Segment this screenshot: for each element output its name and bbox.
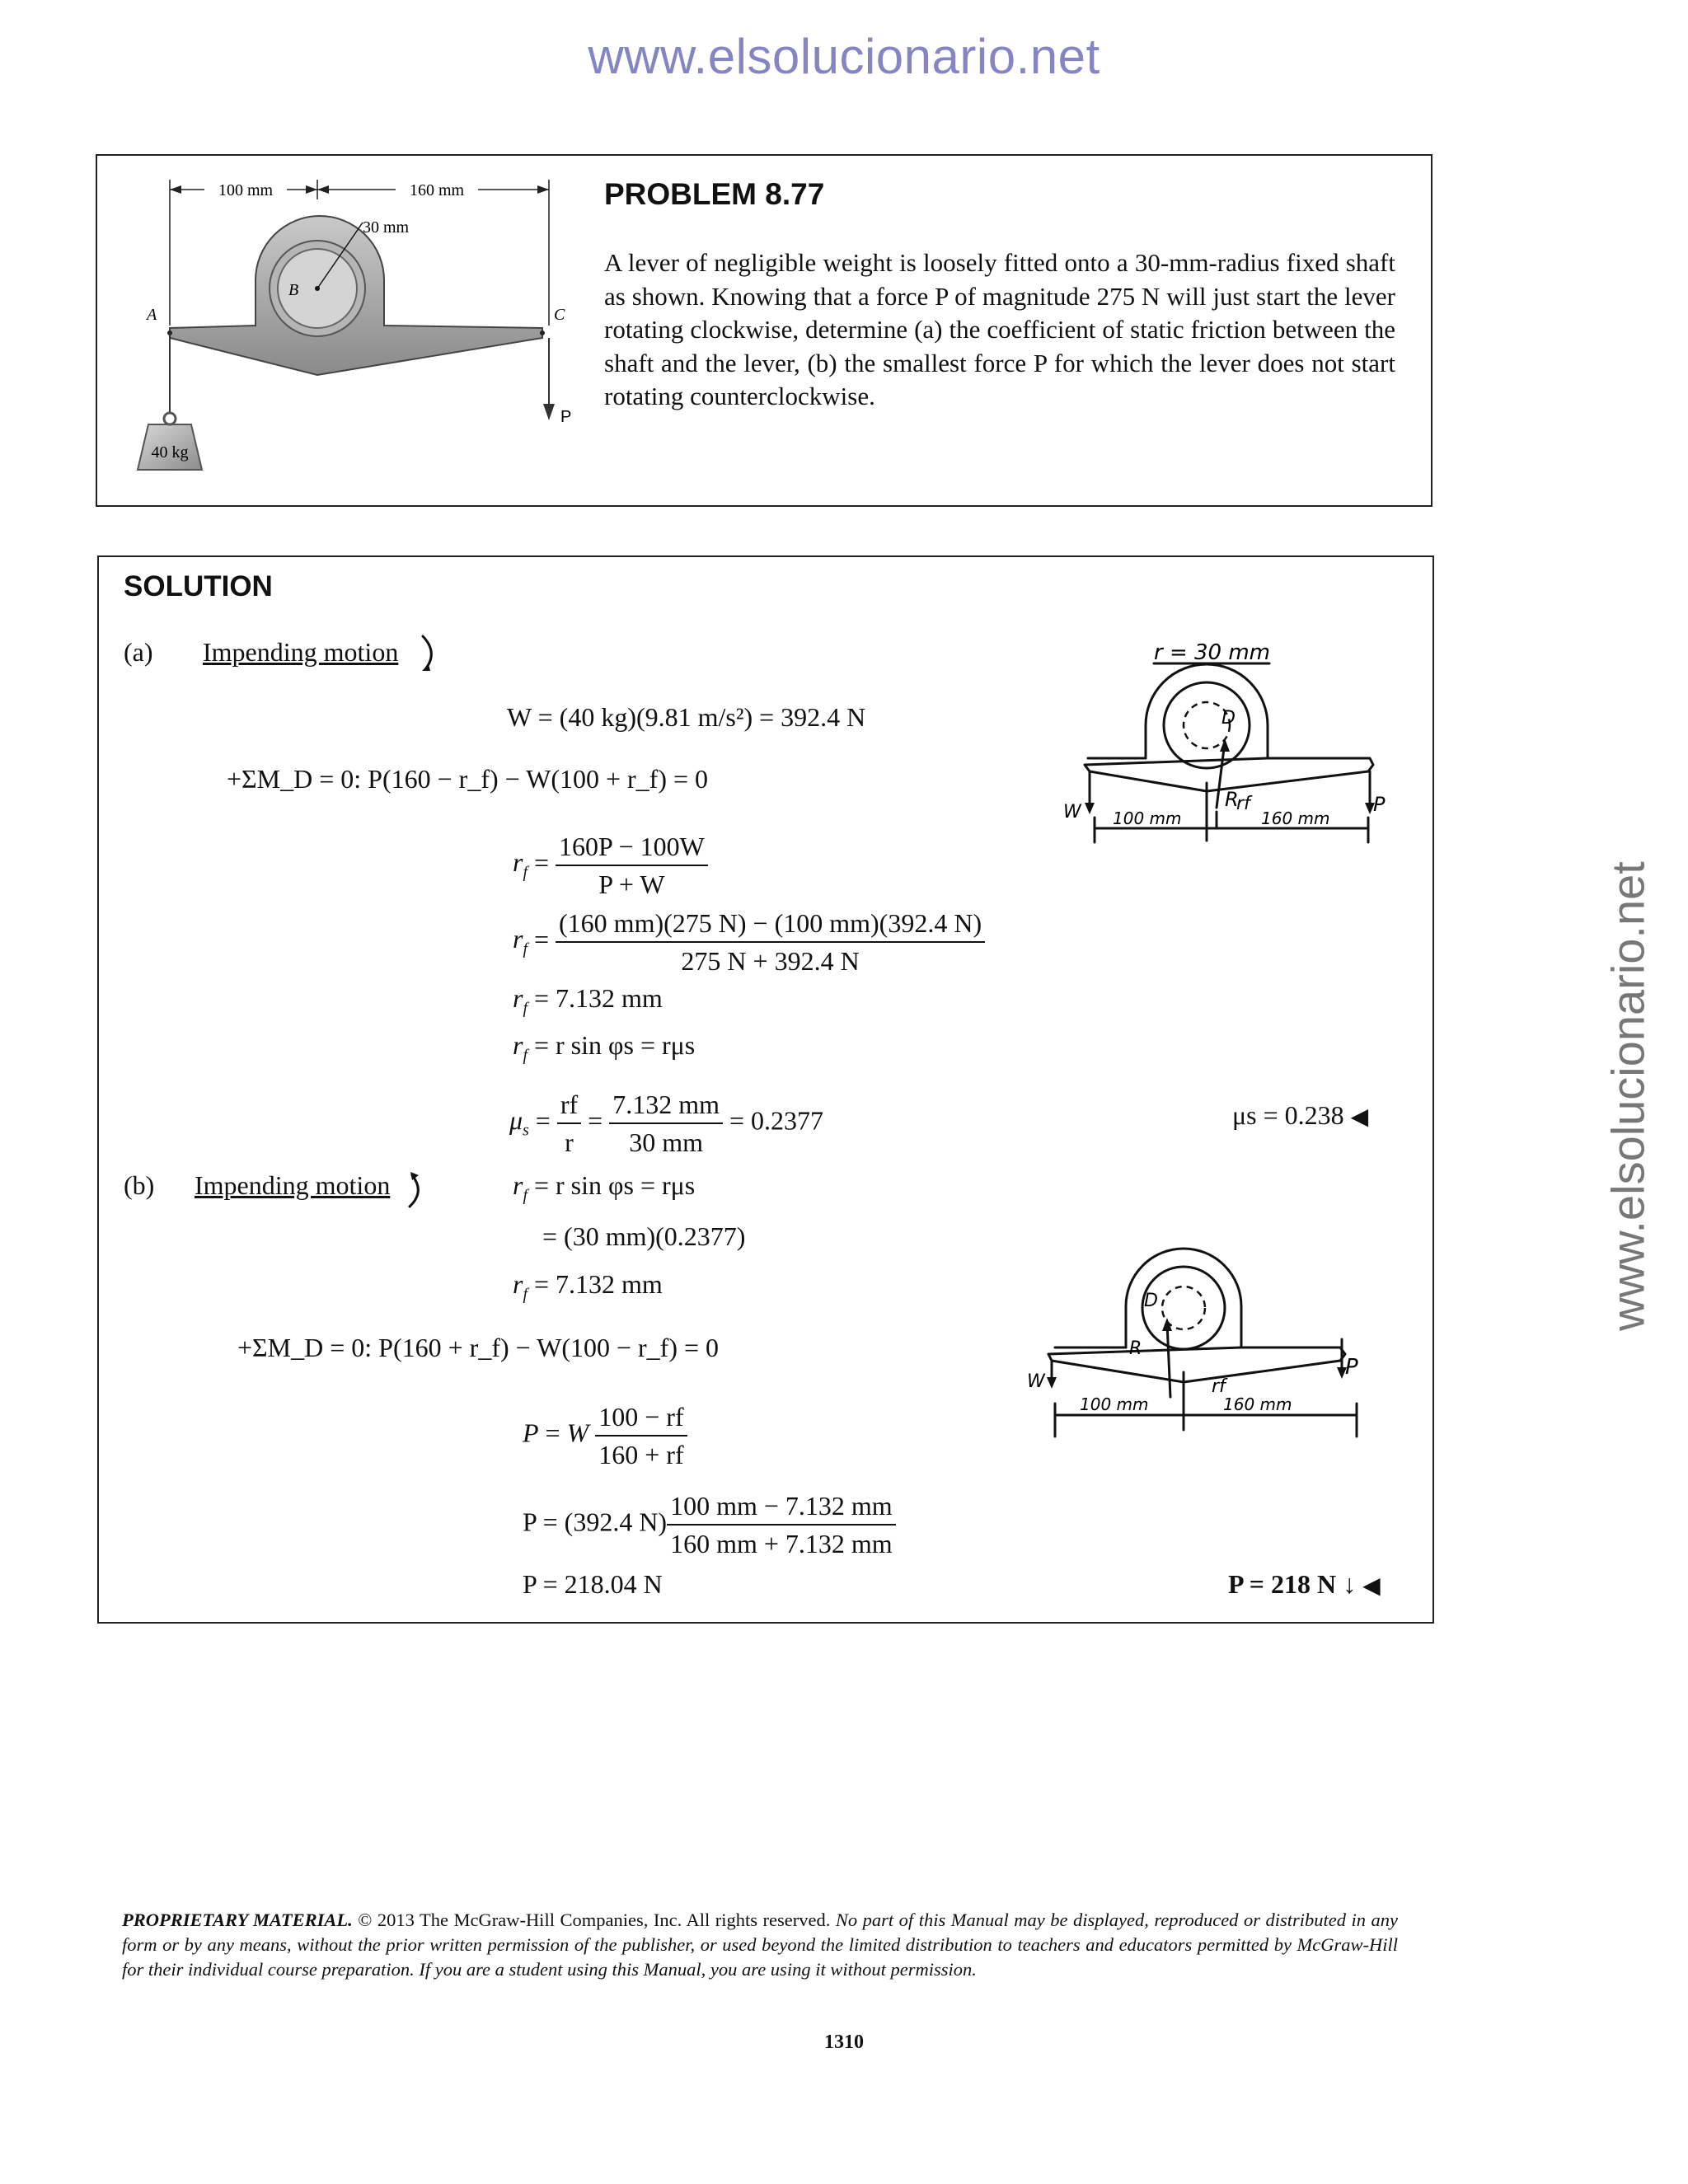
- footer-notice: PROPRIETARY MATERIAL. © 2013 The McGraw-Hill Companies, Inc. All rights reserved. No part of this Manual may be displayed, reproduced or distributed in any form or by any means, without the prior written permission of the publisher, or used beyond the limited distribution to teachers and educators permitted by McGraw-Hill for their individual course preparation. If you are a student using this Manual, you are using it without permission.: [122, 1910, 1398, 1980]
- eq-rf-value: $r_f = 7.132$ mm: [513, 983, 663, 1018]
- eq-p-value: P = 218.04 N: [523, 1569, 663, 1599]
- eq-rf-relation-b: $r_f = r$ sin φs = rμs: [513, 1170, 696, 1205]
- eq-weight: W = (40 kg)(9.81 m/s²) = 392.4 N: [507, 702, 866, 732]
- svg-text:160 mm: 160 mm: [1223, 1394, 1292, 1414]
- down-arrow-icon: ↓: [1343, 1569, 1357, 1599]
- svg-text:D: D: [1144, 1291, 1158, 1311]
- page-number: 1310: [824, 2032, 864, 2053]
- rf2-numerator: (160 mm)(275 N) − (100 mm)(392.4 N): [556, 905, 985, 943]
- svg-text:100 mm: 100 mm: [1080, 1394, 1149, 1414]
- part-a-label: (a): [124, 637, 153, 667]
- svg-text:r = 30 mm: r = 30 mm: [1154, 640, 1271, 665]
- eq-p-symbolic: P = W $\frac{100 - rf}{160 + rf}$: [523, 1399, 687, 1473]
- answer-b: P = 218 N ↓ ◀: [1228, 1569, 1381, 1599]
- force-p-label: P: [560, 408, 572, 426]
- solution-title: SOLUTION: [124, 570, 273, 602]
- answer-marker-icon: ◀: [1350, 1104, 1369, 1130]
- dim-right-label: 160 mm: [409, 181, 465, 199]
- problem-text: A lever of negligible weight is loosely fitted onto a 30-mm-radius fixed shaft as shown. Knowing that a force P of magnitude 275 N will just start the lever rotating clockwise, determine (a) the coefficient of static friction between the shaft and the lever, (b) the smallest force P for which the lever does not start rotating counterclockwise.: [604, 248, 1395, 410]
- problem-figure: [124, 173, 585, 486]
- svg-text:W: W: [1027, 1371, 1045, 1392]
- svg-text:W: W: [1063, 802, 1081, 823]
- eq-moment-a: +ΣM_D = 0: P(160 − r_f) − W(100 + r_f) = 0: [227, 764, 709, 794]
- eq-p-numeric: P = (392.4 N) $\frac{100 mm - 7.132 mm}{160 mm + 7.132 mm}$: [523, 1488, 896, 1562]
- problem-title: PROBLEM 8.77: [604, 177, 825, 211]
- part-a-heading: Impending motion: [203, 637, 399, 667]
- eq-rf-symbolic: $r_f$ = $\frac{160P - 100W}{P + W}$: [513, 828, 708, 902]
- answer-a: μs = 0.238 ◀: [1232, 1100, 1369, 1130]
- sketch-a: [1063, 626, 1409, 865]
- eq-rf-value-b: $r_f = 7.132$ mm: [513, 1269, 663, 1304]
- radius-label: 30 mm: [363, 218, 410, 237]
- svg-text:160 mm: 160 mm: [1261, 808, 1330, 828]
- svg-text:P: P: [1373, 793, 1386, 816]
- part-b-heading: Impending motion: [195, 1170, 391, 1200]
- point-a-label: A: [147, 306, 157, 324]
- svg-text:R: R: [1225, 788, 1239, 811]
- watermark-side: www.elsolucionario.net: [1601, 861, 1654, 1331]
- svg-text:R: R: [1129, 1338, 1142, 1359]
- eq-moment-b: +ΣM_D = 0: P(160 + r_f) − W(100 − r_f) = 0: [237, 1333, 720, 1362]
- point-c-label: C: [554, 306, 565, 324]
- counterclockwise-icon: [406, 1169, 427, 1212]
- svg-text:rf: rf: [1236, 794, 1250, 814]
- sketch-b: [1022, 1232, 1376, 1455]
- clockwise-icon: [419, 633, 440, 676]
- rf-numerator: 160P − 100W: [556, 828, 708, 866]
- rf-denominator: P + W: [598, 869, 665, 899]
- eq-mu: $\mu_s$ = $\frac{rf}{r}$ = $\frac{7.132 mm}{30 mm}$ = 0.2377: [509, 1086, 823, 1160]
- svg-text:P: P: [1345, 1355, 1358, 1380]
- part-b-label: (b): [124, 1170, 155, 1200]
- mass-label: 40 kg: [151, 443, 189, 462]
- answer-marker-icon: ◀: [1362, 1573, 1381, 1599]
- eq-rf-sub-b: = (30 mm)(0.2377): [542, 1221, 746, 1251]
- svg-text:D: D: [1221, 708, 1236, 729]
- point-b-label: B: [288, 281, 299, 299]
- svg-text:rf: rf: [1212, 1376, 1226, 1397]
- eq-rf-relation: $r_f = r$ sin φs = rμs: [513, 1030, 696, 1065]
- dim-left-label: 100 mm: [218, 181, 274, 199]
- rf2-denominator: 275 N + 392.4 N: [681, 946, 860, 976]
- svg-text:100 mm: 100 mm: [1113, 808, 1182, 828]
- eq-rf-numeric: $r_f$ = $\frac{(160 mm)(275 N) - (100 mm)(392.4 N)}{275 N + 392.4 N}$: [513, 905, 985, 979]
- watermark-top: www.elsolucionario.net: [588, 29, 1100, 84]
